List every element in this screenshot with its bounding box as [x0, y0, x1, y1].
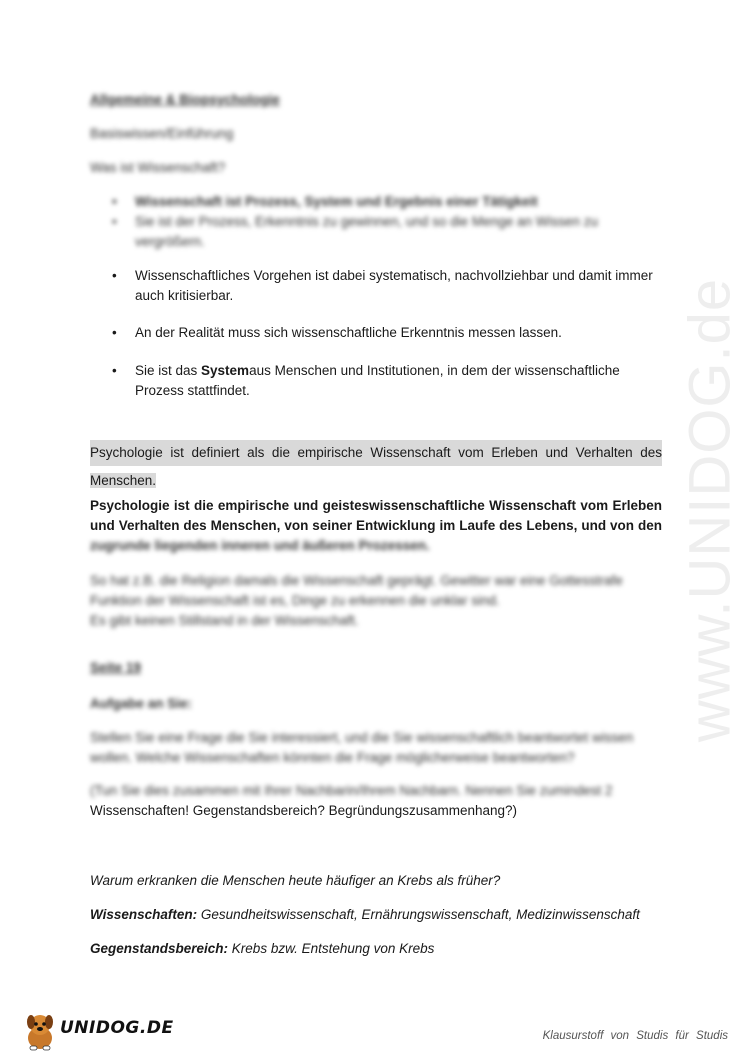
sciences-label: Wissenschaften: [90, 907, 198, 922]
definition-2 [90, 496, 662, 556]
bullet-text-post: aus Menschen und Institutionen, in dem der wissenschaftliche Prozess stattfindet. [135, 363, 620, 398]
task-hint [90, 781, 662, 821]
task-title: Aufgabe an Sie: [90, 696, 193, 711]
subject-label: Gegenstandsbereich: [90, 941, 229, 956]
watermark [670, 270, 750, 750]
sciences-line [90, 905, 662, 925]
definition-1 [90, 440, 662, 494]
paragraph-line: So hat z.B. die Religion damals die Wissenschaft geprägt. Gewitter war eine Gottesstrafe [90, 573, 623, 588]
bullet-text-bold: System [201, 363, 250, 378]
watermark-text: www.UNIDOG.de [677, 277, 743, 743]
logo-text: UNIDOG.DE [60, 1018, 174, 1038]
bullet-item: • An der Realität muss sich wissenschaftliche Erkenntnis messen lassen. [90, 323, 662, 343]
definition-1-line-2: Menschen. [90, 473, 157, 488]
definition-1-line-1: Psychologie ist definiert als die empirische Wissenschaft vom Erleben und Verhalten des [90, 440, 662, 466]
sciences-value: Gesundheitswissenschaft, Ernährungswissenschaft, Medizinwissenschaft [197, 907, 640, 922]
bullet-item: • Wissenschaft ist Prozess, System und Ergebnis einer Tätigkeit [90, 192, 662, 212]
definition-2-text: Psychologie ist die empirische und geisteswissenschaftliche Wissenschaft vom Erleben und Verhalten des Menschen, von seiner Entwicklung im Laufe des Lebens, und von den [90, 498, 662, 533]
blurred-paragraph [90, 571, 662, 631]
page-reference: Seite 19 [90, 660, 142, 675]
bullet-list-main [90, 266, 662, 306]
subheading: Basiswissen/Einführung [90, 126, 234, 141]
paragraph-line: Funktion der Wissenschaft ist es, Dinge zu erkennen die unklar sind. [90, 593, 500, 608]
example-question: Warum erkranken die Menschen heute häufiger an Krebs als früher? [90, 873, 501, 888]
task-hint-visible: Wissenschaften! Gegenstandsbereich? Begründungszusammenhang?) [90, 803, 518, 818]
dog-icon [20, 1010, 60, 1052]
task-hint-blurred: (Tun Sie dies zusammen mit Ihrer Nachbarin/Ihrem Nachbarn. Nennen Sie zumindest 2 [90, 783, 613, 798]
bullet-item [90, 361, 662, 401]
bullet-list-top [90, 192, 662, 252]
bullet-text-pre: Sie ist das [135, 363, 202, 378]
definition-2-blurred: zugrunde liegenden inneren und äußeren Prozessen. [90, 538, 430, 553]
task-text: Stellen Sie eine Frage die Sie interessiert, und die Sie wissenschaftlich beantwortet wissen wollen. Welche Wissenschaften könnten die Frage möglicherweise beantworten? [90, 730, 634, 765]
subject-value: Krebs bzw. Entstehung von Krebs [228, 941, 435, 956]
bullet-item: • Sie ist der Prozess, Erkenntnis zu gewinnen, und so die Menge an Wissen zu vergrößern. [90, 212, 662, 252]
unidog-logo [20, 1010, 174, 1052]
paragraph-line: Es gibt keinen Stillstand in der Wissenschaft. [90, 613, 359, 628]
question: Was ist Wissenschaft? [90, 160, 226, 175]
bullet-list-main-2 [90, 323, 662, 343]
footer-slogan: Klausurstoff von Studis für Studis [542, 1030, 728, 1042]
bullet-item: • Wissenschaftliches Vorgehen ist dabei systematisch, nachvollziehbar und damit immer auch kritisierbar. [90, 266, 662, 306]
subject-line [90, 939, 662, 959]
bullet-list-main-3 [90, 361, 662, 401]
section-heading: Allgemeine & Biopsychologie [90, 92, 280, 107]
